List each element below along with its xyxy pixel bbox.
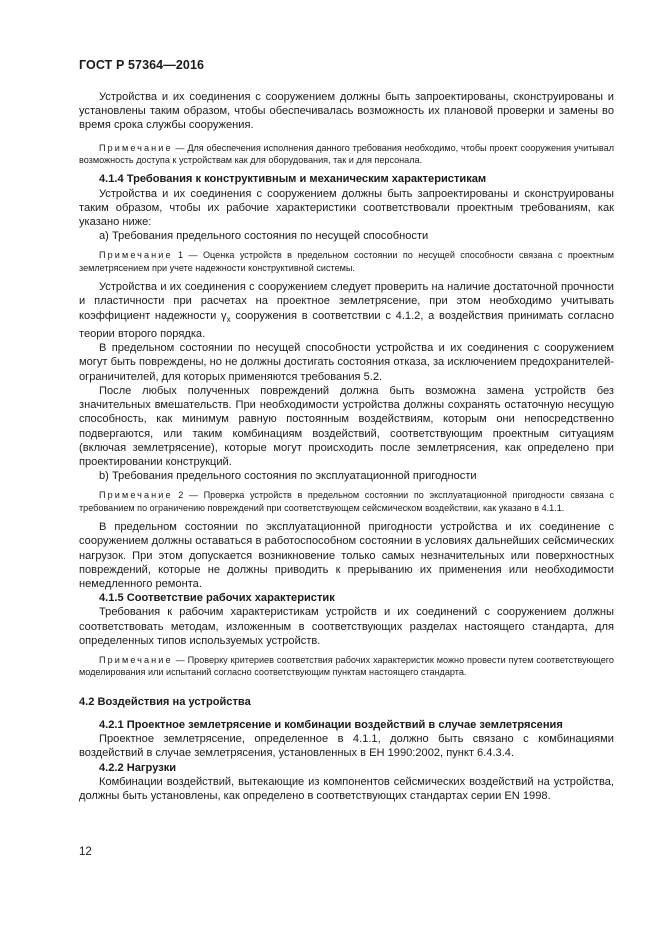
list-item-b: b) Требования предельного состояния по эксплуатационной пригодности <box>99 470 477 483</box>
section-heading-4-1-4: 4.1.4 Требования к конструктивным и механическим характеристикам <box>99 173 487 186</box>
paragraph: В предельном состоянии по эксплуатационной пригодности устройства и их соединение с сооружением должны оставаться в работоспособном состоянии в условиях дальнейших сейсмических нагрузок. При этом допускается возникновение только самых незначительных или поверхностных повреждений, которые не должны приводить к прерыванию их применения или необходимости немедленного ремонта. <box>79 521 614 590</box>
note-label: Примечание <box>99 654 173 665</box>
paragraph: Комбинации воздействий, вытекающие из компонентов сейсмических воздействий на устройства, должны быть установлены, как определено в соответствующих стандартах серии EN 1998. <box>79 775 614 802</box>
note <box>79 489 614 514</box>
section-heading-4-2-2: 4.2.2 Нагрузки <box>99 761 177 774</box>
note-text: — Для обеспечения исполнения данного требования необходимо, чтобы проект сооружения учитывал возможность доступа к устройствам как для оборудования, так и для персонала. <box>79 142 614 166</box>
note-label: Примечание <box>99 250 173 261</box>
paragraph: Требования к рабочим характеристикам устройств и их соединений с сооружением должны соответствовать методам, изложенным в соответствующих разделах настоящего стандарта, для определенных типов используемых устройств. <box>79 606 614 647</box>
paragraph: Проектное землетрясение, определенное в 4.1.1, должно быть связано с комбинациями воздействий в случае землетрясения, установленных в ЕН 1990:2002, пункт 6.4.3.4. <box>79 733 614 760</box>
section-heading-4-2-1: 4.2.1 Проектное землетрясение и комбинации воздействий в случае землетрясения <box>99 718 563 731</box>
paragraph <box>79 280 614 341</box>
paragraph-text: Устройства и их соединения с сооружением следует проверить на наличие достаточной прочности и пластичности при расчетах на проектное землетрясение, при этом необходимо учитывать коэффициент надежности γ <box>79 281 614 322</box>
note <box>79 142 614 167</box>
page-number: 12 <box>79 846 92 858</box>
section-heading-4-1-5: 4.1.5 Соответствие рабочих характеристик <box>99 592 335 605</box>
page-content <box>79 90 614 803</box>
note-label: Примечание <box>99 142 173 153</box>
note-label: Примечание <box>99 490 173 501</box>
list-item-a: a) Требования предельного состояния по несущей способности <box>99 230 429 243</box>
note <box>79 249 614 274</box>
paragraph: Устройства и их соединения с сооружением должны быть запроектированы, сконструированы и установлены таким образом, чтобы обеспечивалась возможность их плановой проверки и замены во время срока службы сооружения. <box>79 91 614 132</box>
subscript: x <box>226 314 231 324</box>
paragraph-text: сооружения в соответствии с 4.1.2, а воздействия принимать согласно теории второго порядка. <box>79 309 614 341</box>
note-text: — Проверку критериев соответствия рабочих характеристик можно провести путем соответствующего моделирования или испытаний согласно соответствующим пунктам настоящего стандарта. <box>79 654 614 678</box>
paragraph: Устройства и их соединения с сооружением должны быть запроектированы и сконструированы таким образом, чтобы их рабочие характеристики соответствовали проектным требованиям, как указано ниже: <box>79 187 614 229</box>
document-header: ГОСТ Р 57364—2016 <box>79 58 205 72</box>
paragraph: В предельном состоянии по несущей способности устройства и их соединения с сооружением могут быть повреждены, но не должны достигать состояния отказа, за исключением предохранителей-ограничителей, для которых применяются требования 5.2. <box>79 342 614 383</box>
paragraph: После любых полученных повреждений должна быть возможна замена устройств без значительных вмешательств. При необходимости устройства должны сохранять остаточную несущую способность, как минимум равную постоянным воздействиям, которым они непосредственно подвергаются, или таким комбинациям воздействий, соответствующим проектным ситуациям (включая землетрясение), которые могут происходить после землетрясения, как определено при проектировании конструкций. <box>79 384 614 468</box>
note-text: 1 — Оценка устройств в предельном состоянии по несущей способности связана с проектным землетрясением при учете надежности конструктивной системы. <box>79 250 614 273</box>
note-text: 2 — Проверка устройств в предельном состоянии по эксплуатационной пригодности связана с требованием по ограничению повреждений при соответствующем сейсмическом воздействии, как указано в 4.1.1. <box>79 490 614 513</box>
note <box>79 654 614 679</box>
section-heading-4-2: 4.2 Воздействия на устройства <box>79 695 251 708</box>
